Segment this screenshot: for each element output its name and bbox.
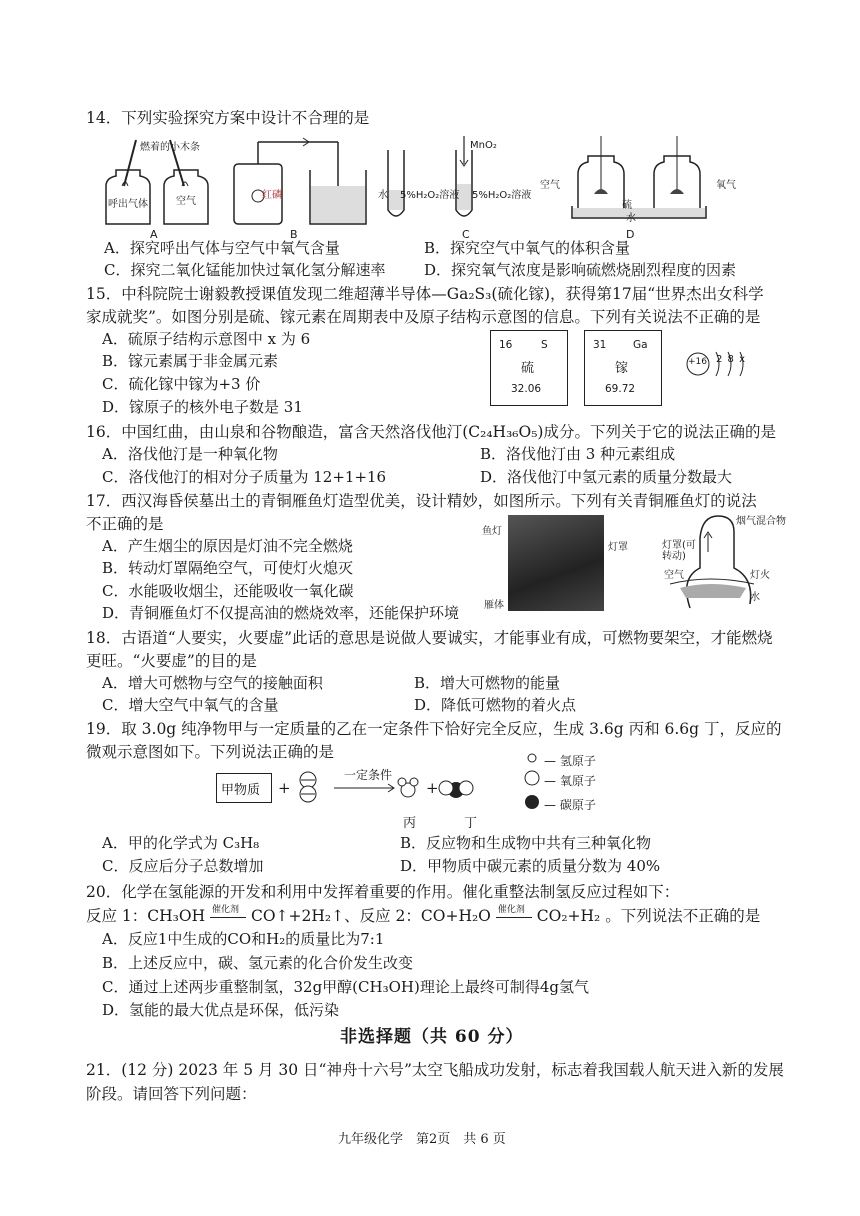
catalyst-label-1: 催化剂 (212, 905, 240, 915)
q14-a-label-left: 呼出气体 (108, 199, 148, 210)
legend-hydrogen: — 氢原子 (544, 754, 596, 768)
q16-option-c: C．洛伐他汀的相对分子质量为 12+1+16 (102, 468, 387, 486)
q20-stem: 20．化学在氢能源的开发和利用中发挥着重要的作用。催化重整法制氢反应过程如下： (86, 883, 680, 901)
q18-option-b: B．增大可燃物的能量 (414, 674, 561, 692)
reaction1-products: CO↑+2H₂↑、反应 2：CO+H₂O (250, 907, 491, 925)
reactant-label: 甲物质 (221, 783, 261, 798)
lamp-label-fire: 灯火 (750, 570, 770, 581)
q17-option-b: B．转动灯罩隔绝空气，可使灯火熄灭 (102, 559, 354, 577)
q14-c-mno2: MnO₂ (470, 140, 497, 151)
q16-option-a: A．洛伐他汀是一种氧化物 (102, 445, 278, 463)
q18-option-c: C．增大空气中氧气的含量 (102, 696, 279, 714)
gallium-symbol: Ga (633, 339, 648, 351)
atom-nucleus: +16 (688, 357, 707, 367)
sulfur-number: 16 (499, 339, 513, 351)
q19-option-b: B．反应物和生成物中共有三种氧化物 (400, 834, 652, 852)
q19-option-a: A．甲的化学式为 C₃H₈ (102, 834, 260, 852)
q14-label-a: A (150, 228, 158, 241)
q14-label-b: B (290, 228, 298, 241)
q14-stem: 14．下列实验探究方案中设计不合理的是 (86, 109, 370, 127)
lamp-label-shade: 灯罩 (608, 542, 628, 553)
q14-a-label-top: 燃着的小木条 (140, 142, 200, 153)
atom-legend-icons (522, 750, 542, 810)
gallium-element-cell (584, 330, 662, 406)
bronze-lamp-photo (508, 515, 604, 611)
q21-stem-line2: 阶段。请回答下列问题： (86, 1085, 257, 1103)
q14-b-red-phosphorus: 红磷 (262, 190, 282, 201)
q18-option-a: A．增大可燃物与空气的接触面积 (102, 674, 323, 692)
q17-option-c: C．水能吸收烟尘，还能吸收一氧化碳 (102, 582, 354, 600)
q15-option-c: C．硫化镓中镓为+3 价 (102, 375, 261, 393)
lamp-label-fish: 鱼灯 (482, 526, 502, 537)
q16-stem: 16．中国红曲，由山泉和谷物酿造，富含天然洛伐他汀(C₂₄H₃₆O₅)成分。下列关于它的说法正确的是 (86, 423, 776, 441)
atom-shells: 2 8 x (716, 354, 745, 365)
reaction-condition: 一定条件 (344, 768, 393, 782)
q19-stem-line2: 微观示意图如下。下列说法正确的是 (86, 743, 335, 761)
q14-c-right-label: 5%H₂O₂溶液 (472, 190, 532, 201)
product-ding: 丁 (464, 816, 478, 831)
q16-option-b: B．洛伐他汀由 3 种元素组成 (480, 445, 676, 463)
q21-stem-line1: 21．(12 分) 2023 年 5 月 30 日“神舟十六号”太空飞船成功发射，标志着我国载人航天进入新的发展 (86, 1061, 784, 1079)
q14-option-c: C．探究二氧化锰能加快过氧化氢分解速率 (104, 261, 386, 279)
q14-figure-d (558, 134, 738, 234)
q19-option-c: C．反应后分子总数增加 (102, 857, 264, 875)
q18-option-d: D．降低可燃物的着火点 (414, 696, 577, 714)
reaction1-reactant: 反应 1：CH₃OH (86, 907, 206, 925)
q20-option-b: B．上述反应中，碳、氢元素的化合价发生改变 (102, 954, 414, 972)
lamp-label-smoke: 烟气混合物 (736, 516, 786, 527)
plus-sign-1: + (278, 779, 291, 797)
q14-option-d: D．探究氧气浓度是影响硫燃烧剧烈程度的因素 (424, 261, 737, 279)
q14-option-b: B．探究空气中氧气的体积含量 (424, 239, 631, 257)
q14-option-a: A．探究呼出气体与空气中氧气含量 (104, 239, 340, 257)
lamp-label-body: 雁体 (484, 600, 504, 611)
gallium-name: 镓 (615, 361, 629, 376)
q20-option-a: A．反应1中生成的CO和H₂的质量比为7:1 (102, 930, 385, 948)
catalyst-arrow-2 (496, 907, 532, 921)
lamp-label-cover: 灯罩(可转动) (662, 540, 696, 562)
q16-option-d: D．洛伐他汀中氢元素的质量分数最大 (480, 468, 733, 486)
q17-stem-line1: 17．西汉海昏侯墓出土的青铜雁鱼灯造型优美，设计精妙，如图所示。下列有关青铜雁鱼灯的说法 (86, 492, 757, 510)
q19-stem-line1: 19．取 3.0g 纯净物甲与一定质量的乙在一定条件下恰好完全反应，生成 3.6g 丙和 6.6g 丁，反应的 (86, 720, 782, 738)
q17-option-d: D．青铜雁鱼灯不仅提高油的燃烧效率，还能保护环境 (102, 604, 460, 622)
legend-oxygen: — 氧原子 (544, 774, 596, 788)
plus-sign-2: + (426, 779, 439, 797)
product-bing: 丙 (403, 816, 417, 831)
q14-d-air: 空气 (540, 180, 560, 191)
q14-c-left-label: 5%H₂O₂溶液 (400, 190, 460, 201)
q14-figure-b (228, 134, 376, 234)
catalyst-label-2: 催化剂 (497, 905, 525, 915)
q14-figure-c (380, 134, 550, 234)
q14-b-water: 水 (378, 190, 388, 201)
q14-label-c: C (462, 228, 470, 241)
q18-stem-line2: 更旺。“火要虚”的目的是 (86, 652, 257, 670)
gallium-mass: 69.72 (605, 383, 636, 395)
page-footer: 九年级化学 第2页 共 6 页 (338, 1132, 506, 1147)
q15-stem-line1: 15．中科院院士谢毅教授课值发现二维超薄半导体—Ga₂S₃(硫化镓)，获得第17届“世界杰出女科学 (86, 285, 764, 303)
q17-option-a: A．产生烟尘的原因是灯油不完全燃烧 (102, 537, 353, 555)
reactant-box (216, 773, 272, 803)
gallium-number: 31 (593, 339, 607, 351)
q20-option-c: C．通过上述两步重整制氢，32g甲醇(CH₃OH)理论上最终可制得4g氢气 (102, 978, 589, 996)
q15-stem-line2: 家成就奖”。如图分别是硫、镓元素在周期表中及原子结构示意图的信息。下列有关说法不正确的是 (86, 308, 761, 326)
legend-carbon: — 碳原子 (544, 798, 596, 812)
q19-option-d: D．甲物质中碳元素的质量分数为 40% (400, 857, 661, 875)
reaction2-products: CO₂+H₂ 。下列说法不正确的是 (536, 907, 761, 925)
q15-option-a: A．硫原子结构示意图中 x 为 6 (102, 330, 311, 348)
sulfur-element-cell (490, 330, 568, 406)
sulfur-mass: 32.06 (511, 383, 542, 395)
q17-stem-line2: 不正确的是 (86, 515, 164, 533)
lamp-label-water: 水 (750, 592, 760, 603)
q14-a-label-right: 空气 (176, 196, 196, 207)
catalyst-arrow-1 (210, 907, 246, 921)
q15-option-d: D．镓原子的核外电子数是 31 (102, 398, 303, 416)
q20-reaction-1 (86, 904, 760, 926)
q14-d-water: 水 (626, 213, 636, 224)
section-title: 非选择题（共 60 分） (340, 1027, 524, 1047)
sulfur-symbol: S (541, 339, 548, 351)
reaction-molecules (290, 766, 500, 810)
q14-d-oxygen: 氧气 (716, 180, 736, 191)
q14-label-d: D (626, 228, 635, 241)
lamp-label-air: 空气 (664, 570, 684, 581)
q14-d-sulfur: 硫 (622, 200, 632, 211)
q18-stem-line1: 18．古语道“人要实，火要虚”此话的意思是说做人要诚实，才能事业有成，可燃物要架空，才能燃烧 (86, 629, 773, 647)
sulfur-name: 硫 (521, 361, 535, 376)
q15-option-b: B．镓元素属于非金属元素 (102, 352, 279, 370)
q20-option-d: D．氢能的最大优点是环保，低污染 (102, 1001, 340, 1019)
